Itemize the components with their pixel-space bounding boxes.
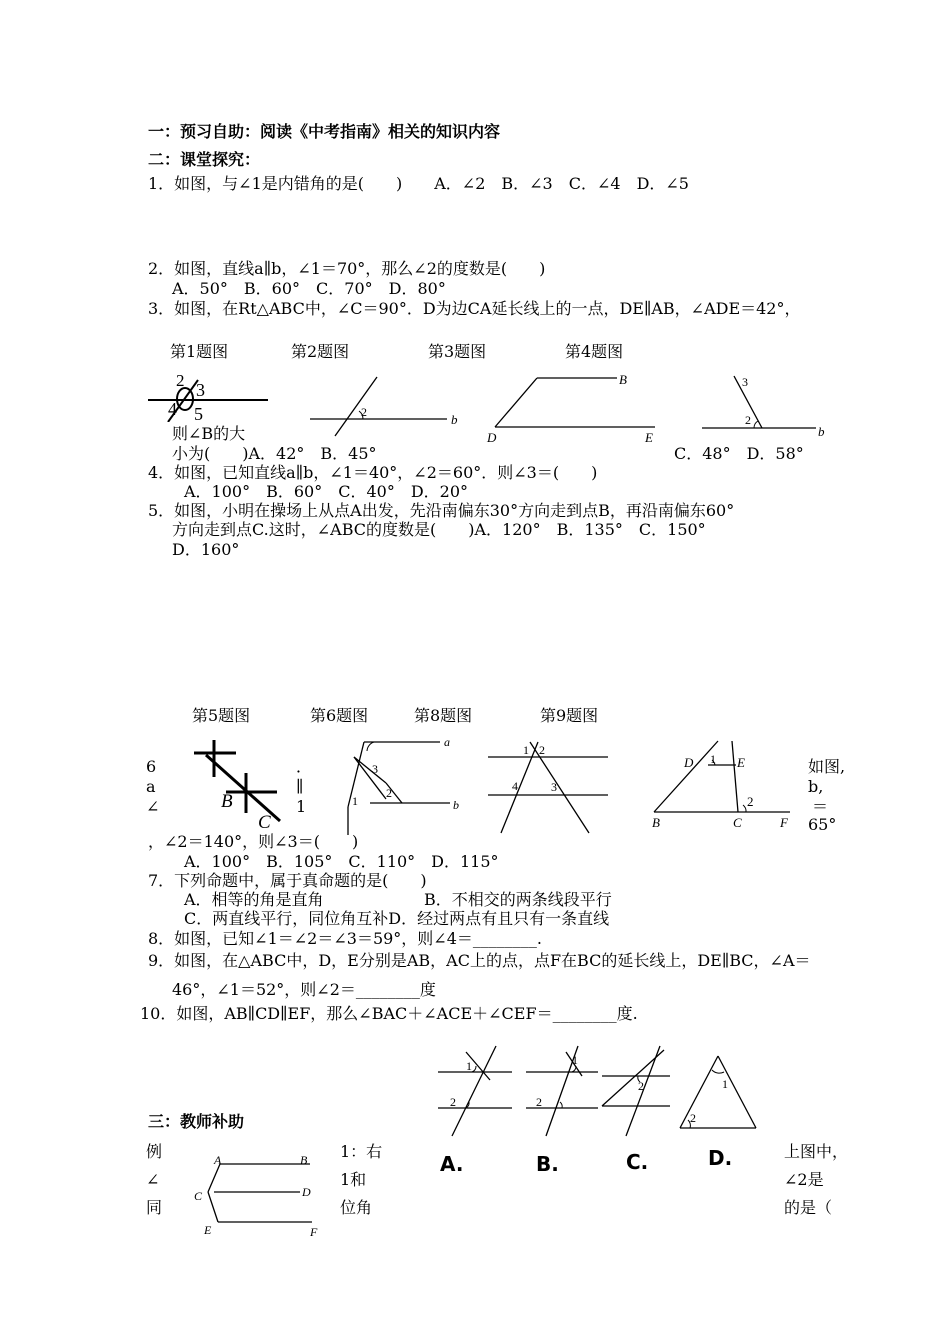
q6-fragment-mid-1: ． bbox=[296, 757, 313, 776]
fig8-label-1: 1 bbox=[523, 743, 529, 757]
figure-1 bbox=[140, 372, 270, 422]
fig3-label-E: E bbox=[645, 430, 653, 445]
question-9-line-2: 46°，∠1＝52°，则∠2＝________度 bbox=[172, 980, 436, 999]
choice-figure-b bbox=[522, 1040, 602, 1140]
q6-fragment-right-3: ＝ bbox=[812, 797, 829, 816]
fig6-label-b: b bbox=[453, 798, 459, 812]
example-label-F: F bbox=[310, 1225, 318, 1239]
caption-fig8: 第8题图 bbox=[414, 706, 473, 725]
example-mid-1: 1：右 bbox=[340, 1142, 383, 1161]
choice-b-label: B. bbox=[536, 1152, 559, 1176]
example-mid-2: 1和 bbox=[340, 1170, 367, 1189]
example-right-2: ∠2是 bbox=[784, 1170, 824, 1189]
question-2: 2．如图，直线a∥b，∠1＝70°，那么∠2的度数是( ) bbox=[148, 259, 546, 278]
fig4-label-3: 3 bbox=[742, 375, 748, 389]
caption-fig2: 第2题图 bbox=[291, 342, 350, 361]
figure-8 bbox=[483, 737, 613, 837]
fig8-label-3: 3 bbox=[551, 780, 557, 794]
example-label-B: B bbox=[300, 1153, 308, 1167]
choice-a-label-1: 1 bbox=[466, 1059, 472, 1073]
example-mid-3: 位角 bbox=[340, 1198, 373, 1217]
fig5-label-C: C bbox=[258, 812, 271, 829]
question-9-line-1: 9．如图，在△ABC中，D，E分别是AB，AC上的点，点F在BC的延长线上，DE∥BC，∠A＝ bbox=[148, 951, 811, 970]
example-label-D: D bbox=[302, 1185, 311, 1199]
fig6-label-2: 2 bbox=[386, 786, 392, 800]
example-right-3: 的是（ bbox=[784, 1198, 833, 1217]
q6-fragment-right-4: 65° bbox=[808, 815, 837, 834]
fig3-label-D: D bbox=[487, 430, 497, 445]
q6-fragment-mid-2: ∥ bbox=[296, 777, 304, 796]
choice-figure-c bbox=[598, 1040, 678, 1140]
section-3-heading: 三：教师补助 bbox=[148, 1112, 245, 1131]
fig9-label-1: 1 bbox=[710, 752, 716, 766]
choice-figure-a bbox=[432, 1040, 522, 1140]
example-label-A: A bbox=[214, 1153, 222, 1167]
choice-d-label-1: 1 bbox=[722, 1077, 728, 1091]
question-6-cont: ，∠2＝140°，则∠3＝( ) bbox=[148, 832, 359, 851]
fig6-label-a: a bbox=[444, 737, 450, 749]
question-3-cont-1: 则∠B的大 bbox=[172, 424, 246, 443]
caption-fig3: 第3题图 bbox=[428, 342, 487, 361]
q6-fragment-left-3: ∠ bbox=[146, 797, 160, 816]
fig4-label-b: b bbox=[818, 424, 825, 439]
caption-fig9: 第9题图 bbox=[540, 706, 599, 725]
figure-9 bbox=[648, 737, 798, 832]
choice-c-label-2: 2 bbox=[638, 1079, 644, 1093]
example-label-C: C bbox=[194, 1189, 203, 1203]
choice-a-label: A. bbox=[440, 1152, 464, 1176]
figure-4 bbox=[690, 372, 840, 442]
question-8: 8．如图，已知∠1＝∠2＝∠3＝59°，则∠4＝________. bbox=[148, 929, 542, 948]
fig3-label-B: B bbox=[619, 372, 627, 387]
question-2-options: A．50° B．60° C．70° D．80° bbox=[172, 279, 446, 298]
fig5-label-B: B bbox=[221, 791, 233, 812]
example-right-1: 上图中， bbox=[784, 1142, 849, 1161]
example-left-2: ∠ bbox=[146, 1170, 160, 1189]
fig1-label-2: 2 bbox=[176, 372, 185, 390]
q6-fragment-left-2: a bbox=[146, 777, 156, 796]
choice-a-label-2: 2 bbox=[450, 1095, 456, 1109]
choice-figure-d bbox=[676, 1052, 766, 1136]
fig9-label-2: 2 bbox=[747, 794, 754, 809]
fig1-label-5: 5 bbox=[194, 404, 203, 422]
choice-d-label-2: 2 bbox=[690, 1111, 696, 1125]
question-3: 3．如图，在Rt△ABC中，∠C＝90°．D为边CA延长线上的一点，DE∥AB，∠ADE＝42°， bbox=[148, 299, 801, 318]
fig9-label-C: C bbox=[733, 815, 742, 830]
question-7-option-a: A．相等的角是直角 bbox=[184, 890, 324, 909]
fig6-label-3: 3 bbox=[372, 762, 378, 776]
question-7: 7．下列命题中，属于真命题的是( ) bbox=[148, 871, 427, 890]
fig2-label-b: b bbox=[451, 412, 458, 427]
question-10: 10．如图，AB∥CD∥EF，那么∠BAC＋∠ACE＋∠CEF＝________度. bbox=[140, 1004, 638, 1023]
q6-fragment-mid-3: 1 bbox=[296, 797, 307, 816]
question-5-line-3: D．160° bbox=[172, 540, 240, 559]
fig4-label-2: 2 bbox=[745, 413, 751, 427]
caption-fig6: 第6题图 bbox=[310, 706, 369, 725]
choice-b-label-2: 2 bbox=[536, 1095, 542, 1109]
q6-fragment-right-2: b, bbox=[808, 777, 824, 796]
question-1: 1．如图，与∠1是内错角的是( ) A．∠2 B．∠3 C．∠4 D．∠5 bbox=[148, 174, 689, 193]
example-label-E: E bbox=[204, 1223, 212, 1237]
q6-fragment-left-1: 6 bbox=[146, 757, 157, 776]
fig9-label-F: F bbox=[780, 815, 788, 830]
fig9-label-E: E bbox=[737, 755, 745, 770]
question-3-options-cd: C．48° D．58° bbox=[674, 444, 804, 463]
question-5-line-1: 5．如图，小明在操场上从点A出发，先沿南偏东30°方向走到点B，再沿南偏东60° bbox=[148, 501, 735, 520]
fig9-label-D: D bbox=[684, 755, 694, 770]
fig1-label-3: 3 bbox=[196, 380, 205, 400]
fig8-label-4: 4 bbox=[512, 779, 518, 793]
fig9-label-B: B bbox=[652, 815, 660, 830]
example-left-1: 例 bbox=[146, 1142, 163, 1161]
choice-d-label: D. bbox=[708, 1146, 733, 1170]
choice-b-label-1: 1 bbox=[572, 1053, 578, 1067]
fig8-label-2: 2 bbox=[539, 743, 545, 757]
q6-fragment-right-1: 如图, bbox=[808, 757, 846, 776]
choice-c-label: C. bbox=[626, 1150, 649, 1174]
fig1-label-4: 4 bbox=[168, 399, 177, 419]
question-4-options: A．100° B．60° C．40° D．20° bbox=[184, 482, 469, 501]
section-1-heading: 一：预习自助：阅读《中考指南》相关的知识内容 bbox=[148, 122, 501, 141]
example-figure bbox=[188, 1148, 328, 1240]
question-7-option-cd: C．两直线平行，同位角互补D．经过两点有且只有一条直线 bbox=[184, 909, 610, 928]
section-2-heading: 二：课堂探究： bbox=[148, 150, 261, 169]
figure-2 bbox=[305, 372, 465, 437]
caption-fig1: 第1题图 bbox=[170, 342, 229, 361]
question-3-cont-2: 小为( )A．42° B．45° bbox=[172, 444, 377, 463]
example-left-3: 同 bbox=[146, 1198, 163, 1217]
question-6-options: A．100° B．105° C．110° D．115° bbox=[184, 852, 499, 871]
fig2-label-2: 2 bbox=[361, 405, 367, 419]
figure-5 bbox=[180, 737, 290, 829]
question-4: 4．如图，已知直线a∥b，∠1＝40°，∠2＝60°．则∠3＝( ) bbox=[148, 463, 598, 482]
question-5-line-2: 方向走到点C.这时，∠ABC的度数是( )A．120° B．135° C．150° bbox=[172, 520, 706, 539]
figure-3 bbox=[485, 372, 665, 447]
caption-fig5: 第5题图 bbox=[192, 706, 251, 725]
figure-6 bbox=[340, 737, 470, 837]
fig6-label-1: 1 bbox=[352, 794, 358, 808]
question-7-option-b: B．不相交的两条线段平行 bbox=[424, 890, 612, 909]
caption-fig4: 第4题图 bbox=[565, 342, 624, 361]
